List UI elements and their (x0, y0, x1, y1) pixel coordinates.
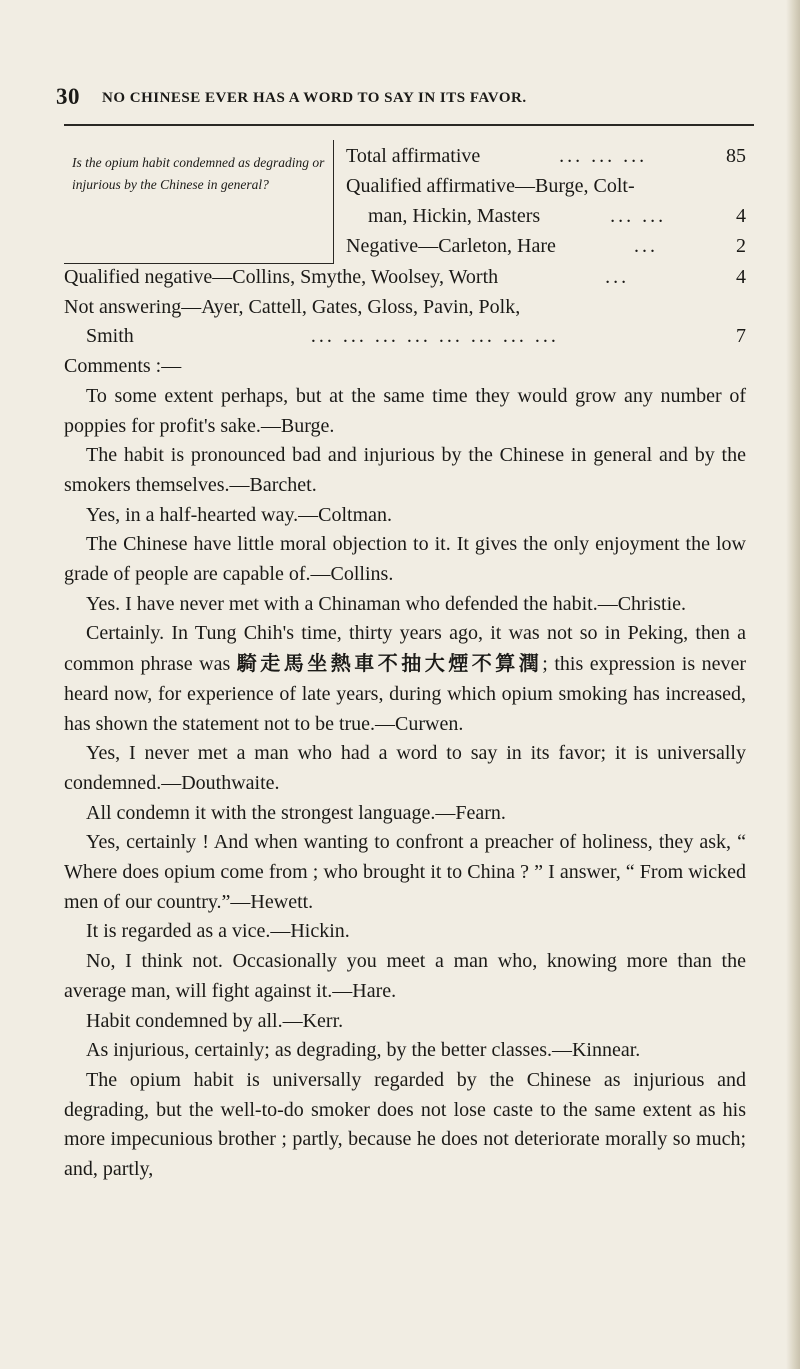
tally-label: Negative—Carleton, Hare (346, 235, 556, 257)
tally-qualified-affirmative-line2 (346, 201, 746, 231)
chinese-phrase: 騎走馬坐熱車不抽大煙不算潤 (236, 651, 543, 676)
comment-curwen (64, 619, 746, 739)
leader-dots: ... (633, 235, 658, 257)
comment-kerr: Habit condemned by all.—Kerr. (86, 1009, 344, 1032)
tally-label: man, Hickin, Masters (368, 205, 541, 227)
comment-curwen-before: Certainly. In Tung Chih's time, thirty years ago, it was not so in Peking, then a common phrase was (64, 622, 746, 676)
tally-qualified-affirmative-line1 (346, 171, 746, 201)
comment-hewett: Yes, certainly ! And when wanting to confront a preacher of holiness, they ask, “ Where does opium come from ; who brought it to China ? ” I answer, “ From wicked men of our country.”—Hewett. (64, 831, 746, 913)
tally-label: Smith (86, 325, 134, 348)
comment-barchet: The habit is pronounced bad and injurious by the Chinese in general and by the smokers themselves.—Barchet. (64, 444, 746, 496)
comment-hickin: It is regarded as a vice.—Hickin. (86, 920, 350, 943)
tally-total-affirmative (346, 141, 746, 171)
comment-burge: To some extent perhaps, but at the same time they would grow any number of poppies for profit's sake.—Burge. (64, 384, 746, 437)
comment-final: The opium habit is universally regarded by the Chinese as injurious and degrading, but the well-to-do smoker does not lose caste to the same extent as his more impecunious brother ; partly, because he does not deteriorate morally so much; and, partly, (64, 1068, 746, 1181)
comment-christie: Yes. I have never met with a Chinaman who defended the habit.—Christie. (86, 592, 687, 615)
comments-heading: Comments :— (64, 355, 182, 378)
comment-fearn: All condemn it with the strongest language.—Fearn. (86, 801, 506, 824)
tally-negative (346, 231, 746, 261)
tally-count: 2 (736, 235, 746, 257)
tally-upper (346, 141, 746, 261)
page-body (64, 263, 746, 1185)
comment-collins: The Chinese have little moral objection to it. It gives the only enjoyment the low grade of people are capable of.—Collins. (64, 533, 746, 586)
tally-not-answering-line1 (64, 293, 746, 323)
comment-curwen-after: ; this expression is never heard now, for experience of late years, during which opium smoking has increased, has shown the statement not to be true.—Curwen. (64, 653, 747, 735)
tally-count: 4 (736, 205, 746, 227)
page-number: 30 (56, 84, 80, 109)
marginal-note-box (64, 140, 334, 264)
tally-count: 85 (726, 145, 746, 167)
tally-label: Total affirmative (346, 145, 481, 167)
comment-kinnear: As injurious, certainly; as degrading, by the better classes.—Kinnear. (86, 1039, 641, 1062)
tally-qualified-negative (64, 263, 746, 293)
tally-label: Qualified negative—Collins, Smythe, Woolsey, Worth (64, 266, 499, 288)
leader-dots: ... ... ... (559, 145, 648, 167)
tally-count: 7 (736, 325, 746, 348)
tally-label: Qualified affirmative—Burge, Colt- (346, 175, 635, 197)
marginal-note: Is the opium habit condemned as degrading or injurious by the Chinese in general? (72, 155, 325, 192)
leader-dots: ... (605, 266, 630, 288)
running-title: NO CHINESE EVER HAS A WORD TO SAY IN ITS FAVOR. (102, 90, 527, 106)
tally-not-answering-line2 (64, 322, 746, 352)
leader-dots: ... ... (610, 205, 667, 227)
header-rule (64, 124, 754, 126)
page-edge-shadow (786, 0, 800, 1369)
tally-label: Not answering—Ayer, Cattell, Gates, Gloss, Pavin, Polk, (64, 295, 521, 318)
leader-dots: ... ... ... ... ... ... ... ... (310, 325, 559, 348)
comment-douthwaite: Yes, I never met a man who had a word to say in its favor; it is universally condemned.—Douthwaite. (64, 742, 746, 794)
tally-count: 4 (736, 266, 746, 288)
comment-coltman: Yes, in a half-hearted way.—Coltman. (86, 503, 393, 526)
comment-hare: No, I think not. Occasionally you meet a man who, knowing more than the average man, will fight against it.—Hare. (64, 950, 746, 1002)
